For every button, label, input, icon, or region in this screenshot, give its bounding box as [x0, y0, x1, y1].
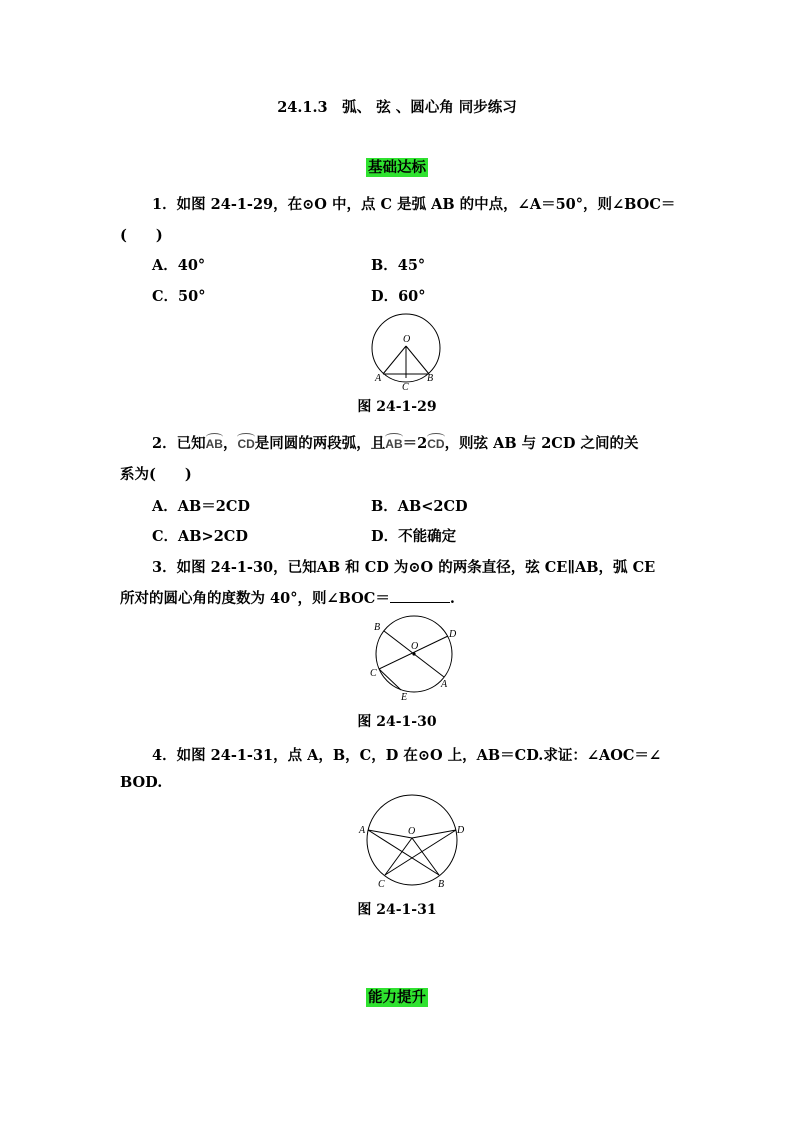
q4-caption: 图 24-1-31: [357, 902, 437, 918]
q2-mid: 是同圆的两段弧，且: [254, 435, 386, 452]
f2-label-a: A: [441, 679, 448, 690]
q1-option-c: C．50°: [152, 288, 206, 305]
f1-label-a: A: [375, 373, 382, 384]
q3-line2: [120, 587, 455, 608]
q2-arc-cd-2: CD: [427, 437, 445, 451]
q3-line2-end: .: [449, 590, 455, 607]
f3-label-o: O: [408, 826, 416, 837]
figure-24-1-30: [364, 614, 464, 706]
q2-line1: [152, 432, 638, 453]
q2-sep: ，: [222, 435, 238, 452]
f3-label-c: C: [378, 879, 385, 890]
q2-prefix: 2．已知: [152, 435, 206, 452]
f2-label-o: O: [411, 641, 419, 652]
f3-label-d: D: [457, 825, 465, 836]
q2-line2: 系为( ): [120, 466, 192, 483]
page-title: 24.1.3 弧、 弦 、圆心角 同步练习: [277, 99, 517, 116]
f3-label-b: B: [438, 879, 445, 890]
figure-24-1-29: [366, 312, 446, 396]
q1-option-b: B．45°: [371, 257, 426, 274]
q1-option-d: D．60°: [371, 288, 426, 305]
q2-arc-cd: CD: [237, 437, 255, 451]
q3-answer-blank: [390, 602, 450, 603]
f2-label-b: B: [374, 622, 381, 633]
q2-option-d: D．不能确定: [371, 528, 457, 545]
q1-line1: 1．如图 24-1-29，在⊙O 中，点 C 是弧 AB 的中点，∠A＝50°，则∠BOC＝: [152, 196, 676, 213]
f1-label-c: C: [402, 382, 409, 393]
q2-arc-ab: AB: [205, 437, 223, 451]
section-basic-label: 基础达标: [368, 159, 426, 176]
q1-option-a: A．40°: [152, 257, 206, 274]
section-advanced: [0, 986, 794, 1007]
f2-label-c: C: [370, 668, 377, 679]
q1-caption: 图 24-1-29: [357, 399, 437, 415]
section-advanced-label: 能力提升: [368, 989, 426, 1006]
figure-24-1-31: [356, 794, 468, 894]
q3-line2-text: 所对的圆心角的度数为 40°，则∠BOC＝: [120, 590, 390, 607]
f1-label-b: B: [427, 373, 434, 384]
q2-eq: ＝2: [402, 435, 428, 452]
f2-label-e: E: [401, 692, 408, 703]
q3-caption: 图 24-1-30: [357, 714, 437, 730]
q4-line1: 4．如图 24-1-31，点 A，B，C，D 在⊙O 上，AB＝CD.求证：∠AOC＝∠: [152, 747, 662, 764]
q2-option-a: A．AB＝2CD: [152, 498, 250, 515]
q2-suffix: ，则弦 AB 与 2CD 之间的关: [444, 435, 639, 452]
f1-label-o: O: [403, 334, 411, 345]
f2-label-d: D: [449, 629, 457, 640]
q2-option-c: C．AB>2CD: [152, 528, 248, 545]
f3-label-a: A: [359, 825, 366, 836]
q2-arc-ab-2: AB: [385, 437, 403, 451]
q1-line2: ( ): [120, 227, 163, 244]
q2-option-b: B．AB<2CD: [371, 498, 468, 515]
q4-line2: BOD.: [120, 774, 163, 791]
section-basic: [0, 156, 794, 177]
q3-line1: 3．如图 24-1-30，已知AB 和 CD 为⊙O 的两条直径，弦 CE∥AB，弧 CE: [152, 559, 656, 576]
